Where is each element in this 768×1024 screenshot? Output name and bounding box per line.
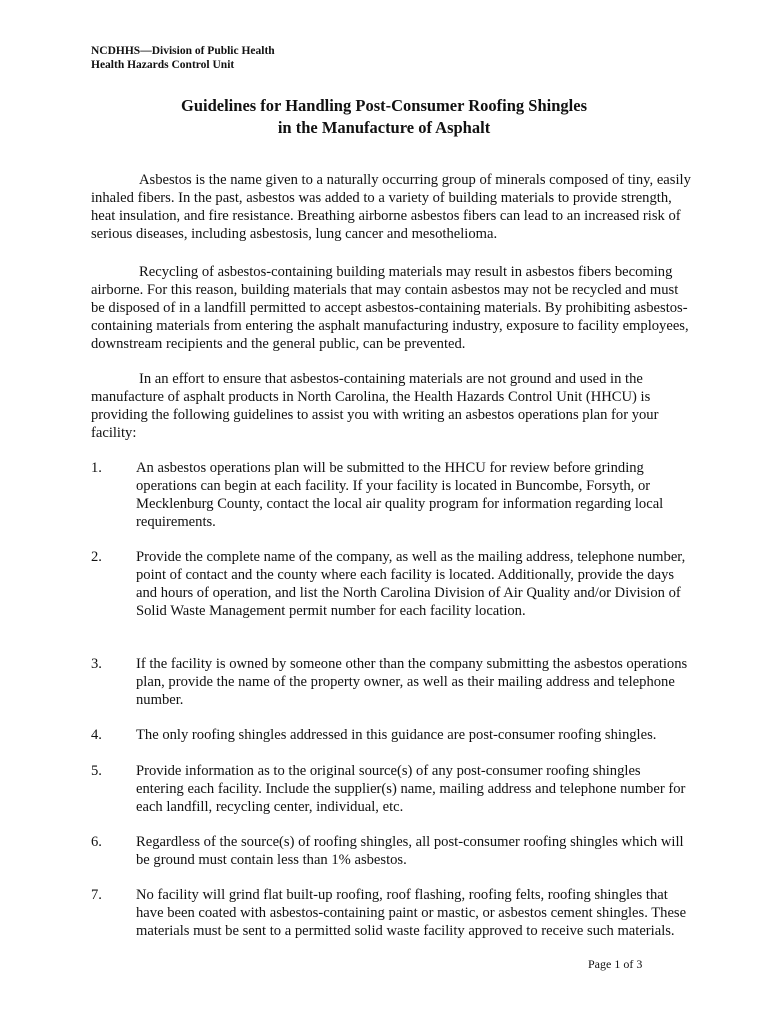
list-text: Provide the complete name of the company, as well as the mailing address, telephone number, point of contact and the county where each facility is located. Additionally, provide the days and hours of operation, and list the North Carolina Division of Air Quality and/or Division of Solid Waste Management permit number for each facility location. [136,549,686,619]
list-number: 1. [91,460,102,476]
list-number: 2. [91,549,102,565]
list-text: An asbestos operations plan will be submitted to the HHCU for review before grinding operations can begin at each facility. If your facility is located in Buncombe, Forsyth, or Mecklenburg County, contact the local air quality program for information regarding local requirements. [136,460,664,530]
list-text: Provide information as to the original source(s) of any post-consumer roofing shingles entering each facility. Include the supplier(s) name, mailing address and telephone number for each landfill, recycling center, individual, etc. [136,763,686,815]
list-text: No facility will grind flat built-up roofing, roof flashing, roofing felts, roofing shingles that have been coated with asbestos-containing paint or mastic, or asbestos cement shingles. These materials must be sent to a permitted solid waste facility approved to receive such materials. [136,887,687,939]
document-title [0,95,768,139]
list-number: 4. [91,727,102,743]
document-header [91,44,275,72]
list-text: Regardless of the source(s) of roofing shingles, all post-consumer roofing shingles which will be ground must contain less than 1% asbestos. [136,834,684,868]
list-number: 7. [91,887,102,903]
page-number: Page 1 of 3 [588,957,643,971]
paragraph-recycling: Recycling of asbestos-containing building materials may result in asbestos fibers becoming airborne. For this reason, building materials that may contain asbestos may not be recycled and must be disposed of in a landfill permitted to accept asbestos-containing materials. By prohibiting asbestos-containing materials from entering the asphalt manufacturing industry, exposure to facility employees, downstream recipients and the general public, can be prevented. [91,264,689,352]
header-agency: NCDHHS—Division of Public Health [91,45,275,57]
list-number: 6. [91,834,102,850]
header-unit: Health Hazards Control Unit [91,59,235,71]
list-number: 3. [91,656,102,672]
paragraph-guidelines-intro: In an effort to ensure that asbestos-containing materials are not ground and used in the manufacture of asphalt products in North Carolina, the Health Hazards Control Unit (HHCU) is providing the following guidelines to assist you with writing an asbestos operations plan for your facility: [91,371,659,441]
list-number: 5. [91,763,102,779]
title-line-2: in the Manufacture of Asphalt [277,118,491,137]
list-text: If the facility is owned by someone other than the company submitting the asbestos operations plan, provide the name of the property owner, as well as their mailing address and telephone number. [136,656,688,708]
paragraph-asbestos-intro: Asbestos is the name given to a naturally occurring group of minerals composed of tiny, easily inhaled fibers. In the past, asbestos was added to a variety of building materials to provide strength, heat insulation, and fire resistance. Breathing airborne asbestos fibers can lead to an increased risk of serious diseases, including asbestosis, lung cancer and mesothelioma. [91,172,691,242]
title-line-1: Guidelines for Handling Post-Consumer Roofing Shingles [181,96,587,115]
list-text: The only roofing shingles addressed in this guidance are post-consumer roofing shingles. [136,727,657,743]
